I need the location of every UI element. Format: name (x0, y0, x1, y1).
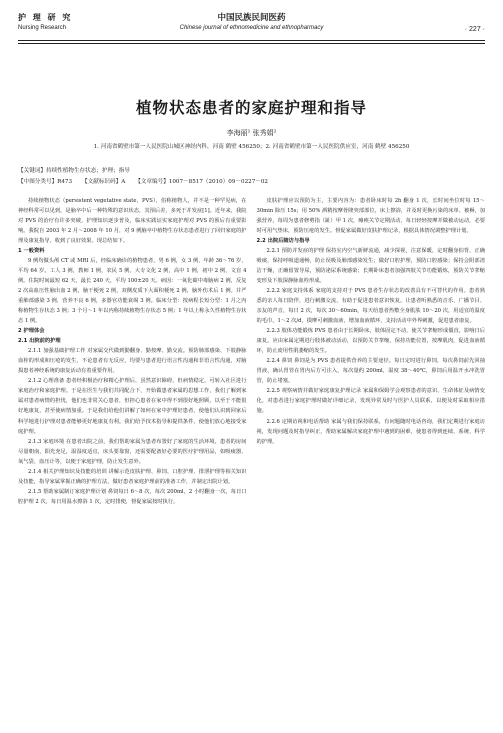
body-paragraph: 2.2.5 观察病情并做好家庭康复护理记录 家属和保姆学会观察患者的意识、生命体征及病情变化，对患者进行家庭护理时做好详细记录，发现异常及时与医护人员联系，以便及时采取相应措施。 (256, 388, 485, 415)
section-heading: 2 护理体会 (18, 328, 45, 335)
body-paragraph: 2.1.1 加强基础护理工作 对家属交代做到勤翻身、勤按摩、勤交流。预防肺部感染、下肢静脉血栓的形成和压疮的发生，不论患者有无反应，均要与患者进行语言性沟通和非语言性沟通，对脑损患者神经系统的康复活动有着重要作用。 (18, 348, 247, 375)
body-paragraph: 2.1.5 帮助家属制订家庭护理计划 鼻饲每日 6～8 次，每次 200ml，2 小时翻身一次，每日口腔护理 2 次，每日用温水擦浴 1 次，定时排便，督促家属按时执行。 (18, 488, 247, 505)
journal-name: 中国民族民间医药 (217, 13, 286, 23)
keywords: 【关键词】持续性植物生存状态；护理；指导 (18, 167, 130, 174)
document-code: 【文献标识码】A (82, 178, 126, 185)
body-paragraph: 2.2.4 鼻饲 鼻饲是为 PVS 患者提供营养的主要途径。每日定时进行鼻饲，每次鼻饲前先回抽胃液，确认胃管在胃内后方可注入，每次量约 200ml，温度 38～40℃，鼻饲后用温开水冲洗胃管，防止堵塞。 (256, 358, 485, 385)
left-column (18, 196, 247, 507)
section-label: 护 理 研 究 (18, 12, 73, 22)
body-paragraph: 2.2.1 预防并发症的护理 保持室内空气新鲜流通，减少探视，注意保暖，定时翻身拍背，正确吸痰，保持呼吸道通畅，防止误吸及肺部感染发生；做好口腔护理，预防口腔感染；保持会阴部清洁干燥，正确留置导尿，预防泌尿系统感染；长期卧床患者加强四肢关节功能锻炼，预防关节挛缩变形及下肢深静脉血栓形成。 (256, 247, 485, 284)
section-heading: 2.2 出院后随访与指导 (256, 237, 310, 244)
clc-number: 【中图分类号】R473 (18, 178, 73, 185)
section-heading: 1 一般资料 (18, 247, 45, 254)
journal-name-en: Chinese journal of ethnomedicine and ethnopharmacy (179, 25, 324, 31)
page-number: · 227 · (464, 26, 485, 33)
body-columns (18, 196, 485, 507)
body-paragraph: 2.1.3 家庭环境 在患者出院之前，我们帮助家属为患者布置好了家庭的生活环境，患者的房间尽量朝南，阳光充足，温湿度适宜，床头要靠窗，还需要配备好必要的医疗护理用品，如吸痰器、氧气袋、血压计等，以便于家庭护理，防止发生意外。 (18, 438, 247, 465)
article-number: 【文章编号】1007－8517（2010）09－0227－02 (135, 178, 268, 185)
body-paragraph: 2.2.2 家庭支持体系 家庭的支持对于 PVS 患者生存状态的改善具有不可替代的作用。患者熟悉的亲人每日陪伴，进行刺激交流，有助于促进患者意识恢复。让患者听熟悉的音乐、广播节目、亲友的声音，每日 2 次，每次 30～60min，每天给患者热敷全身肌肤 10～20 次，用适宜的温度的毛巾，1～2 次/d，摸摩可刺激血液，增加血液循环，支持活动中外界刺激，促进患者康复。 (256, 287, 485, 325)
article-title: 植物状态患者的家庭护理和指导 (135, 98, 367, 117)
body-paragraph: 2.1.2 心理准备 患者经积极治疗和精心护理后，虽然意识障碍，但病情稳定，可转入社区进行家庭治疗和家庭护理。于是在医生与我们共同配合下，开始做患者家属的思想工作，我们了解到家属对患者病情的担忧，他们也非常关心患者，但担心患者在家中得不到很好地照顾，以至于不能很好地康复，甚至使病情加重。于是我们给他们讲解了如何在家中护理好患者，使他们认识到回家后科学地进行护理对患者能够更好地康复有利。我们给予技术指导和提供条件，使他们放心地接受家庭护理。 (18, 378, 247, 435)
body-paragraph: 2.2.6 定期访视和电话帮助 家属与我们保持联系，有问题随时电话咨询，我们定期进行家庭访视，发现问题及时指导纠正，帮助家属解决家庭护理中遇到的困难，使患者得到连续、系统、科学的护理。 (256, 418, 485, 445)
header-rule (18, 40, 485, 41)
section-label-en: Nursing Research (18, 25, 67, 31)
right-column (257, 196, 486, 507)
body-paragraph: 2.1.4 相关护理知识及技能的培训 讲解示范皮肤护理、鼻饲、口腔护理、排泄护理等相关知识及技能，指导家属掌握正确的护理方法，做好患者家庭护理前的准备工作，并制定出院计划。 (18, 468, 247, 485)
section-heading: 2.1 出院前的护理 (18, 338, 61, 345)
running-header (18, 10, 485, 40)
body-paragraph: 皮肤护理应以预防为主，主要内容为：患者卧床时每 2h 翻身 1 次，长时间坐位时每 15～30min 除压 15s；用 50% 酒精按摩骨隆突部部位，床上擦浴，并及时更换污染的床单、被褥，加强营养，每周为患者修剪指（趾）甲 1 次，瘫痪关节定期活动，每日轻轻按摩并做被动运动，必要时可用气垫床，预防压疮的发生。督促家属做好皮肤护理记录，根据具体情况调整护理计划。 (256, 197, 485, 234)
affiliation: 1. 河南省鹤壁市第一人民医院山城区神经内科，河南 鹤壁 456250；2. 河南省鹤壁市第一人民医院供应室，河南 鹤壁 456250 (93, 143, 410, 150)
article-meta (18, 166, 485, 188)
body-paragraph: 2.2.3 肢体功能锻炼 PVS 患者由于长期卧床，肢体固定不动，使关节挛缩形成僵直，影响日后康复。应由家属定期进行肢体被动活动，以预防关节挛缩，保持功能位置，按摩肌肉，促进血液循环，防止废用性肌萎缩的发生。 (256, 328, 485, 355)
body-paragraph: 9 例均做头颅 CT 或 MRI 后，经临床确诊的植物患者，男 6 例，女 3 例，年龄 36～76 岁，平均 64 岁。工人 3 例，教师 1 例，农民 5 例。大专文化 2 例，高中 1 例，初中 2 例，文盲 4 例。住院时间最短 62 天，最长 240 天，平均 100±20 天。病因：一氧化碳中毒脑病 2 例，反复 2 次高血压性脑出血 2 例，脑干梗死 2 例，双侧皮质下大面积梗死 2 例，脑外伤术后 1 例。并严重肺部感染 3 例，营养不良 6 例，多器官功能衰竭 3 例。临床分型：按病程长短分型：1 月之内称植物生存状态 3 例；3 个月～1 年以内称持续植物生存状态 5 例；1 年以上称永久性植物生存状态 1 例。 (18, 257, 247, 325)
body-paragraph: 持续植物状态（persistent vegetative state，PVS），俗称植物人，并不是一种罕见病，在神经科常可以见到，是脑卒中后一种特殊的意识状态，其预后差，多死于并发症[1]。近年来，我院对 PVS 的治疗有许多突破，护理知识逐步普及，临床实践证实家庭护理对 PVS 的预后有重要影响。我院自 2003 年 2 月～2008 年 10 月，对 9 例脑卒中植物生存状态患者进行了回归家庭的护理及康复指导，收到了良好效果。现总结如下。 (18, 197, 247, 244)
authors: 李海丽¹ 张秀娟² (226, 128, 277, 137)
header-rule-thin (18, 43, 485, 44)
